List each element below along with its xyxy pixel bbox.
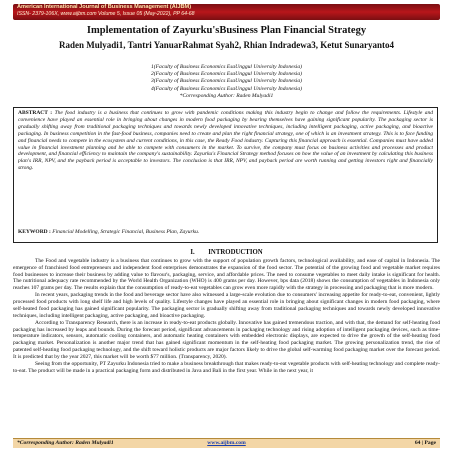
author-list: Raden Mulyadi1, Tantri YanuarRahmat Syah2, Rhian Indradewa3, Ketut Sunaryanto4 bbox=[59, 40, 394, 50]
footer-page-number: 64 | Page bbox=[414, 440, 436, 446]
journal-name: American International Journal of Business Management (AIJBM) bbox=[17, 4, 192, 10]
section-title: INTRODUCTION bbox=[208, 249, 263, 256]
paragraph: According to Transparency Research, there is an increase in ready-to-eat products globally. Innovative has gained tremendous traction, and with that, the demand for self-heating food packaging has increased by leaps and bounds. During the forecast period, significant advancements in packaging technology and rising adoption of intelligent packaging devices, such as time-temperature indicators, sensors, automatic cooling containers, and automatic heating containers with embedded electronic displays, are expected to drive the growth of the self-heating food packaging market. Personalization is another major trend that has gained significant momentum in the self-heating food packaging market. The growing personalization trend, the rise of patented self-heating food packaging technology, and the shift toward holistic products are major factors likely to drive the global self-warming food packaging market over the forecast period. It is predicted that by the year 2027, this market will be worth $77 million. (Transparency, 2020). bbox=[13, 319, 440, 360]
issn-line: ISSN- 2379-106X, www.aijbm.com Volume 5, Issue 05 (May-2022), PP 64-68 bbox=[17, 11, 195, 17]
introduction-body bbox=[13, 258, 440, 436]
page-footer bbox=[13, 438, 440, 448]
journal-banner bbox=[13, 4, 440, 20]
paragraph: Seeing from the opportunity, PT Zayurku Indonesia tried to make a business breakthrough that makes ready-to-eat vegetable products with self-heating technology and complete ready-to-eat. The product will be made in a practical packaging form and distributed in Java and Bali in the first year. While in the next year, it bbox=[13, 360, 440, 374]
abstract-box bbox=[13, 107, 438, 243]
affiliation-list bbox=[13, 64, 440, 100]
affiliation-4: 4(Faculty of Business Economics EsaUnggul University Indonesia) bbox=[150, 85, 302, 92]
keywords bbox=[18, 229, 433, 236]
keywords-label: KEYWORD : bbox=[18, 229, 51, 235]
affiliation-1: 1(Faculty of Business Economics EsaUnggul University Indonesia) bbox=[150, 64, 302, 70]
section-number: I. bbox=[190, 249, 195, 256]
abstract bbox=[18, 110, 433, 228]
section-heading bbox=[13, 249, 440, 257]
footer-journal-link[interactable]: www.aijbm.com bbox=[207, 440, 246, 446]
abstract-text: The food industry is a business that continues to grow with pandemic conditions making this industry begin to change and follow the requirements. Lifestyle and convenience have played an essential role in bringing about changes in modern food packaging by bearing themselves have gaining significant popularity. The packaging sector is gradually shifting away from traditional packaging techniques and towards newly developed innovative techniques, including intelligent packaging, active packaging, and bioactive packaging. In business competition in the fast-food business, companies need to create and plan the right financial strategy, one of which is an investment strategy. This is to face funding and financial needs to compete in the ecosystem and current conditions, in this case, the Ready Food industry. Capturing this financial approach is essential. Companies must have added value in financial investment planning and be able to compete with consumers in the market. To survive, the company must focus on business activities and processes and product development, and financial efficiency to maintain the company's sustainability. Zayurku's Financial Strategy method focuses on how the value of an investment by calculating this business plan's IRR, NPV, and the payback period is acceptable to investors. The conclusion is that IRR, NPV, and payback period are worth running and getting investors right and financially strong. bbox=[18, 110, 433, 172]
footer-corresponding-author: *Corresponding Author: Raden Mulyadi1 bbox=[17, 440, 114, 446]
paragraph: In recent years, packaging trends in the food and beverage sector have also witnessed a large-scale evolution due to consumers' increasing appetite for ready-to-eat, convenient, lightly processed food products with long shelf life and high levels of quality. Lifestyle changes have played an essential role in bringing about significant changes in modern food packaging, where self-heated food packaging has gained significant popularity. The packaging sector is gradually shifting away from traditional packaging techniques and towards newly developed innovative techniques, including intelligent packaging, active packaging, and bioactive packaging. bbox=[13, 292, 440, 319]
affiliation-2: 2(Faculty of Business Economics EsaUnggul University Indonesia) bbox=[150, 71, 302, 78]
abstract-label: ABSTRACT : bbox=[18, 110, 53, 116]
keywords-text: Financial Modelling, Strategic Financial, Business Plan, Zayurku. bbox=[52, 229, 200, 235]
corresponding-author: *Corresponding Author: Raden Mulyadi1 bbox=[179, 92, 274, 99]
paper-title: Implementation of Zayurku'sBusiness Plan Financial Strategy bbox=[86, 25, 367, 36]
paragraph: The Food and vegetable industry is a business that continues to grow with the support of population growth factors, technological availability, and ease of capital in Indonesia. The emergence of franchised food entrepreneurs and independent food enterprises demonstrates the expansion of the food sector. The potential of the growing food and vegetable market requires food businesses to increase their business by adding value to flavour's, packaging, service, and affordable prices. The need to consume vegetables to meet daily intake is significant for health. The nutritional adequacy rate recommended by the World Health Organization (WHO) is 400 grams per day. However, bps data (2018) shows the consumption of vegetables in Indonesia only reaches 107 grams per day. The results explain that the consumption of ready-to-eat vegetables can grow even more rapidly with the strategy in processing and packaging that is more modern. bbox=[13, 258, 440, 291]
affiliation-3: 3(Faculty of Business Economics EsaUnggul University Indonesia) bbox=[150, 78, 302, 85]
